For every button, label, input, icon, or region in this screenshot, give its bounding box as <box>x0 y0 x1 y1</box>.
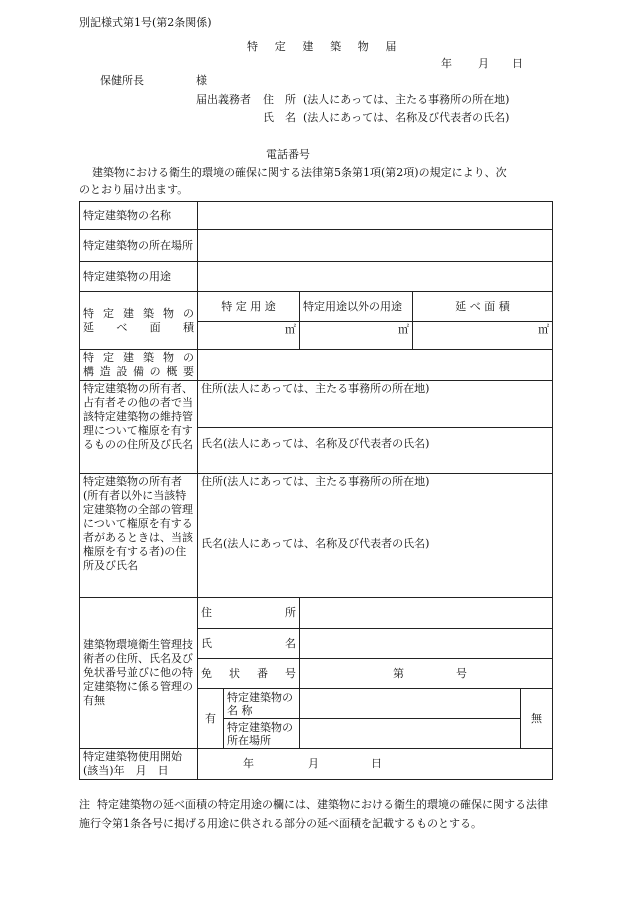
license-no-suffix: 号 <box>456 666 467 680</box>
note-text: 特定建築物の延べ面積の特定用途の欄には、建築物における衛生的環境の確保に関する法律施行令第1条各号に掲げる用途に供される部分の延べ面積を記載するものとする。 <box>79 798 548 830</box>
use-label: 特定建築物の用途 <box>80 262 198 292</box>
row-structure <box>80 350 553 381</box>
rightholder-name[interactable]: 氏名(法人にあっては、名称及び代表者の氏名) <box>198 536 553 598</box>
other-use-area[interactable]: ㎡ <box>300 322 413 350</box>
other-building-name-input[interactable] <box>300 689 521 719</box>
start-month: 月 <box>308 757 319 770</box>
floor-area-label: 特 定 建 築 物 の 延 べ 面 積 <box>80 292 198 350</box>
row-owner-address <box>80 381 553 428</box>
total-area[interactable]: ㎡ <box>413 322 553 350</box>
location-label: 特定建築物の所在場所 <box>80 230 198 262</box>
rightholder-label: 特定建築物の所有者(所有者以外に当該特定建築物の全部の管理について権原を有する者があるときは、当該権原を有する者)の住所及び氏名 <box>80 474 198 598</box>
owner-address[interactable]: 住所(法人にあっては、主たる事務所の所在地) <box>198 381 553 428</box>
use-input[interactable] <box>198 262 553 292</box>
name-label: 氏 名 <box>263 111 296 124</box>
eng-address-label: 住 所 <box>198 598 300 629</box>
phone-label: 電話番号 <box>266 148 310 161</box>
notifier-label: 届出義務者 <box>196 93 251 106</box>
note-prefix: 注 <box>79 798 90 811</box>
form-title: 特 定 建 築 物 届 <box>247 40 404 53</box>
other-building-location-input[interactable] <box>300 719 521 749</box>
eng-name-input[interactable] <box>300 629 553 659</box>
owner-label: 特定建築物の所有者、占有者その他の者で当該特定建築物の維持管理について権原を有するものの住所及び氏名 <box>80 381 198 474</box>
row-building-name <box>80 202 553 230</box>
address-label: 住 所 <box>263 93 296 106</box>
location-input[interactable] <box>198 230 553 262</box>
has-other-label: 有 <box>198 689 224 749</box>
engineer-label: 建築物環境衛生管理技術者の住所、氏名及び免状番号並びに他の特定建築物に係る管理の有無 <box>80 598 198 749</box>
none-label[interactable]: 無 <box>521 689 553 749</box>
honorific: 様 <box>196 74 207 87</box>
structure-input[interactable] <box>198 350 553 381</box>
other-building-name-label: 特定建築物の 名 称 <box>224 689 300 719</box>
row-floor-area-header <box>80 292 553 322</box>
structure-label: 特 定 建 築 物 の 構 造 設 備 の 概 要 <box>80 350 198 381</box>
form-id: 別記様式第1号(第2条関係) <box>79 16 212 29</box>
row-location <box>80 230 553 262</box>
eng-license-label: 免 状 番 号 <box>198 659 300 689</box>
start-date-input[interactable] <box>198 749 553 780</box>
eng-address-input[interactable] <box>300 598 553 629</box>
other-building-location-label: 特定建築物の所在場所 <box>224 719 300 749</box>
date-year: 年 <box>441 57 452 70</box>
addressee: 保健所長 <box>100 74 144 87</box>
date-month: 月 <box>478 57 489 70</box>
date-day: 日 <box>512 57 523 70</box>
building-name-label: 特定建築物の名称 <box>80 202 198 230</box>
rightholder-address[interactable]: 住所(法人にあっては、主たる事務所の所在地) <box>198 474 553 536</box>
specified-use-area[interactable]: ㎡ <box>198 322 300 350</box>
building-name-input[interactable] <box>198 202 553 230</box>
owner-name[interactable]: 氏名(法人にあっては、名称及び代表者の氏名) <box>198 428 553 474</box>
intro-line-2: のとおり届け出ます。 <box>79 183 189 196</box>
notification-form-table <box>79 201 553 780</box>
license-no-prefix: 第 <box>393 666 404 680</box>
row-rightholder-address <box>80 474 553 536</box>
footnote <box>79 795 551 833</box>
col-specified-use: 特 定 用 途 <box>198 292 300 322</box>
col-other-use: 特定用途以外の用途 <box>300 292 413 322</box>
eng-name-label: 氏 名 <box>198 629 300 659</box>
start-date-label: 特定建築物使用開始 (該当)年 月 日 <box>80 749 198 780</box>
address-hint: (法人にあっては、主たる事務所の所在地) <box>303 93 510 106</box>
col-total-area: 延 べ 面 積 <box>413 292 553 322</box>
row-start-date <box>80 749 553 780</box>
intro-line-1: 建築物における衛生的環境の確保に関する法律第5条第1項(第2項)の規定により、次 <box>92 166 507 179</box>
eng-license-input[interactable] <box>300 659 553 689</box>
name-hint: (法人にあっては、名称及び代表者の氏名) <box>303 111 510 124</box>
start-year: 年 <box>243 757 254 770</box>
row-use <box>80 262 553 292</box>
row-eng-address <box>80 598 553 629</box>
start-day: 日 <box>371 757 382 770</box>
